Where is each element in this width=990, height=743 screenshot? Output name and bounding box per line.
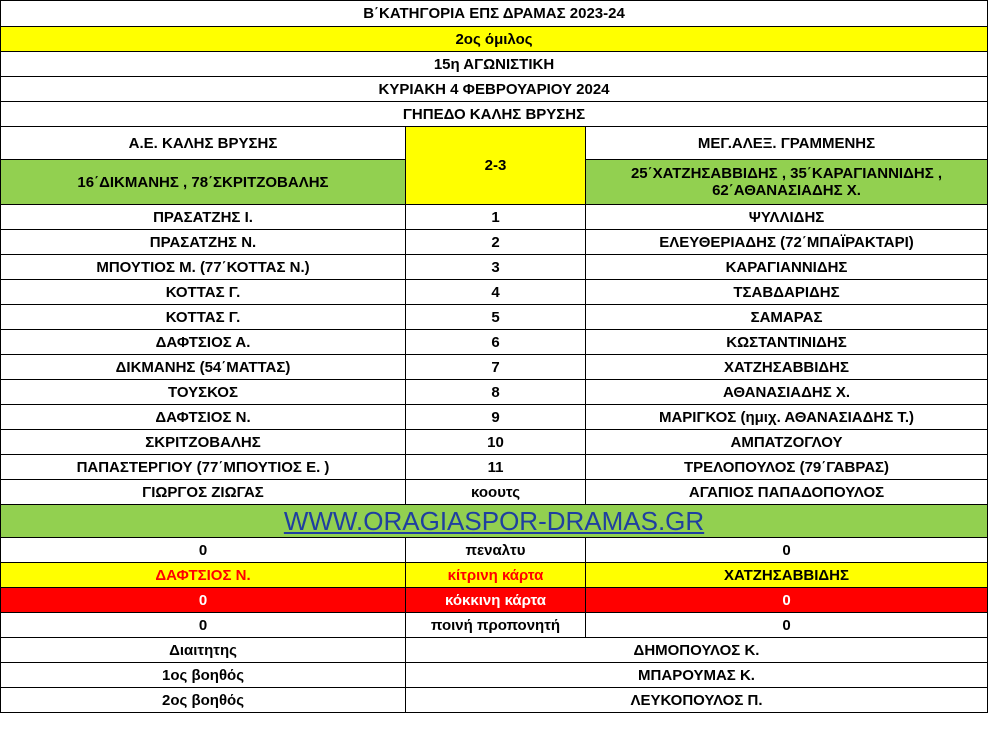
lineup-row xyxy=(1,230,988,255)
round-label: 15η ΑΓΩΝΙΣΤΙΚΗ xyxy=(1,52,988,77)
away-scorers-line2: 62΄ΑΘΑΝΑΣΙΑΔΗΣ Χ. xyxy=(712,182,861,199)
home-player: ΔΑΦΤΣΙΟΣ Ν. xyxy=(1,405,406,430)
shirt-number: 7 xyxy=(406,355,586,380)
assistant1-name: ΜΠΑΡΟΥΜΑΣ Κ. xyxy=(406,663,988,688)
red-card-row xyxy=(1,588,988,613)
home-player: ΠΑΠΑΣΤΕΡΓΙΟΥ (77΄ΜΠΟΥΤΙΟΣ Ε. ) xyxy=(1,455,406,480)
home-player: ΚΟΤΤΑΣ Γ. xyxy=(1,280,406,305)
away-player: ΕΛΕΥΘΕΡΙΑΔΗΣ (72΄ΜΠΑΪΡΑΚΤΑΡΙ) xyxy=(586,230,988,255)
lineup-row xyxy=(1,430,988,455)
shirt-number: 5 xyxy=(406,305,586,330)
assistant1-row xyxy=(1,663,988,688)
lineup-row xyxy=(1,355,988,380)
referee-name: ΔΗΜΟΠΟΥΛΟΣ Κ. xyxy=(406,638,988,663)
away-player: ΑΘΑΝΑΣΙΑΔΗΣ Χ. xyxy=(586,380,988,405)
match-date: ΚΥΡΙΑΚΗ 4 ΦΕΒΡΟΥΑΡΙΟΥ 2024 xyxy=(1,77,988,102)
red-card-label: κόκκινη κάρτα xyxy=(406,588,586,613)
group-label: 2ος όμιλος xyxy=(1,27,988,52)
home-player: ΔΙΚΜΑΝΗΣ (54΄ΜΑΤΤΑΣ) xyxy=(1,355,406,380)
assistant2-label: 2ος βοηθός xyxy=(1,688,406,713)
away-penalties: 0 xyxy=(586,538,988,563)
away-player: ΚΩΣΤΑΝΤΙΝΙΔΗΣ xyxy=(586,330,988,355)
shirt-number: 6 xyxy=(406,330,586,355)
home-coach-penalty: 0 xyxy=(1,613,406,638)
away-yellow-cards: ΧΑΤΖΗΣΑΒΒΙΔΗΣ xyxy=(586,563,988,588)
home-scorers: 16΄ΔΙΚΜΑΝΗΣ , 78΄ΣΚΡΙΤΖΟΒΑΛΗΣ xyxy=(1,160,406,205)
shirt-number: 10 xyxy=(406,430,586,455)
shirt-number: 1 xyxy=(406,205,586,230)
home-player: ΣΚΡΙΤΖΟΒΑΛΗΣ xyxy=(1,430,406,455)
lineup-row xyxy=(1,205,988,230)
away-coach: ΑΓΑΠΙΟΣ ΠΑΠΑΔΟΠΟΥΛΟΣ xyxy=(586,480,988,505)
referee-row xyxy=(1,638,988,663)
home-player: ΜΠΟΥΤΙΟΣ Μ. (77΄ΚΟΤΤΑΣ Ν.) xyxy=(1,255,406,280)
shirt-number: 11 xyxy=(406,455,586,480)
home-yellow-cards: ΔΑΦΤΣΙΟΣ Ν. xyxy=(1,563,406,588)
away-player: ΚΑΡΑΓΙΑΝΝΙΔΗΣ xyxy=(586,255,988,280)
league-title: Β΄ΚΑΤΗΓΟΡΙΑ ΕΠΣ ΔΡΑΜΑΣ 2023-24 xyxy=(1,1,988,27)
lineup-row xyxy=(1,380,988,405)
away-scorers-line1: 25΄ΧΑΤΖΗΣΑΒΒΙΔΗΣ , 35΄ΚΑΡΑΓΙΑΝΝΙΔΗΣ , xyxy=(630,165,943,182)
assistant2-row xyxy=(1,688,988,713)
website-link[interactable]: WWW.ORAGIASPOR-DRAMAS.GR xyxy=(1,505,988,538)
home-player: ΚΟΤΤΑΣ Γ. xyxy=(1,305,406,330)
away-coach-penalty: 0 xyxy=(586,613,988,638)
away-player: ΜΑΡΙΓΚΟΣ (ημιχ. ΑΘΑΝΑΣΙΑΔΗΣ Τ.) xyxy=(586,405,988,430)
coach-label: κοουτς xyxy=(406,480,586,505)
lineup-row xyxy=(1,405,988,430)
yellow-card-row xyxy=(1,563,988,588)
lineup-row xyxy=(1,305,988,330)
away-red-cards: 0 xyxy=(586,588,988,613)
home-player: ΔΑΦΤΣΙΟΣ Α. xyxy=(1,330,406,355)
shirt-number: 3 xyxy=(406,255,586,280)
coach-penalty-label: ποινή προπονητή xyxy=(406,613,586,638)
penalty-row xyxy=(1,538,988,563)
shirt-number: 9 xyxy=(406,405,586,430)
away-player: ΨΥΛΛΙΔΗΣ xyxy=(586,205,988,230)
away-player: ΤΡΕΛΟΠΟΥΛΟΣ (79΄ΓΑΒΡΑΣ) xyxy=(586,455,988,480)
home-coach: ΓΙΩΡΓΟΣ ΖΙΩΓΑΣ xyxy=(1,480,406,505)
lineup-row xyxy=(1,255,988,280)
lineup-row xyxy=(1,280,988,305)
yellow-card-label: κίτρινη κάρτα xyxy=(406,563,586,588)
coaches-row xyxy=(1,480,988,505)
home-player: ΠΡΑΣΑΤΖΗΣ Ι. xyxy=(1,205,406,230)
home-player: ΠΡΑΣΑΤΖΗΣ Ν. xyxy=(1,230,406,255)
shirt-number: 4 xyxy=(406,280,586,305)
shirt-number: 8 xyxy=(406,380,586,405)
assistant2-name: ΛΕΥΚΟΠΟΥΛΟΣ Π. xyxy=(406,688,988,713)
home-penalties: 0 xyxy=(1,538,406,563)
lineup-row xyxy=(1,455,988,480)
shirt-number: 2 xyxy=(406,230,586,255)
referee-label: Διαιτητης xyxy=(1,638,406,663)
away-player: ΣΑΜΑΡΑΣ xyxy=(586,305,988,330)
penalty-label: πεναλτυ xyxy=(406,538,586,563)
away-team-name: ΜΕΓ.ΑΛΕΞ. ΓΡΑΜΜΕΝΗΣ xyxy=(586,127,988,160)
final-score: 2-3 xyxy=(406,127,586,205)
lineup-row xyxy=(1,330,988,355)
assistant1-label: 1ος βοηθός xyxy=(1,663,406,688)
home-red-cards: 0 xyxy=(1,588,406,613)
away-scorers xyxy=(586,160,988,205)
venue: ΓΗΠΕΔΟ ΚΑΛΗΣ ΒΡΥΣΗΣ xyxy=(1,102,988,127)
coach-penalty-row xyxy=(1,613,988,638)
away-player: ΑΜΠΑΤΖΟΓΛΟΥ xyxy=(586,430,988,455)
home-team-name: Α.Ε. ΚΑΛΗΣ ΒΡΥΣΗΣ xyxy=(1,127,406,160)
away-player: ΧΑΤΖΗΣΑΒΒΙΔΗΣ xyxy=(586,355,988,380)
away-player: ΤΣΑΒΔΑΡΙΔΗΣ xyxy=(586,280,988,305)
home-player: ΤΟΥΣΚΟΣ xyxy=(1,380,406,405)
